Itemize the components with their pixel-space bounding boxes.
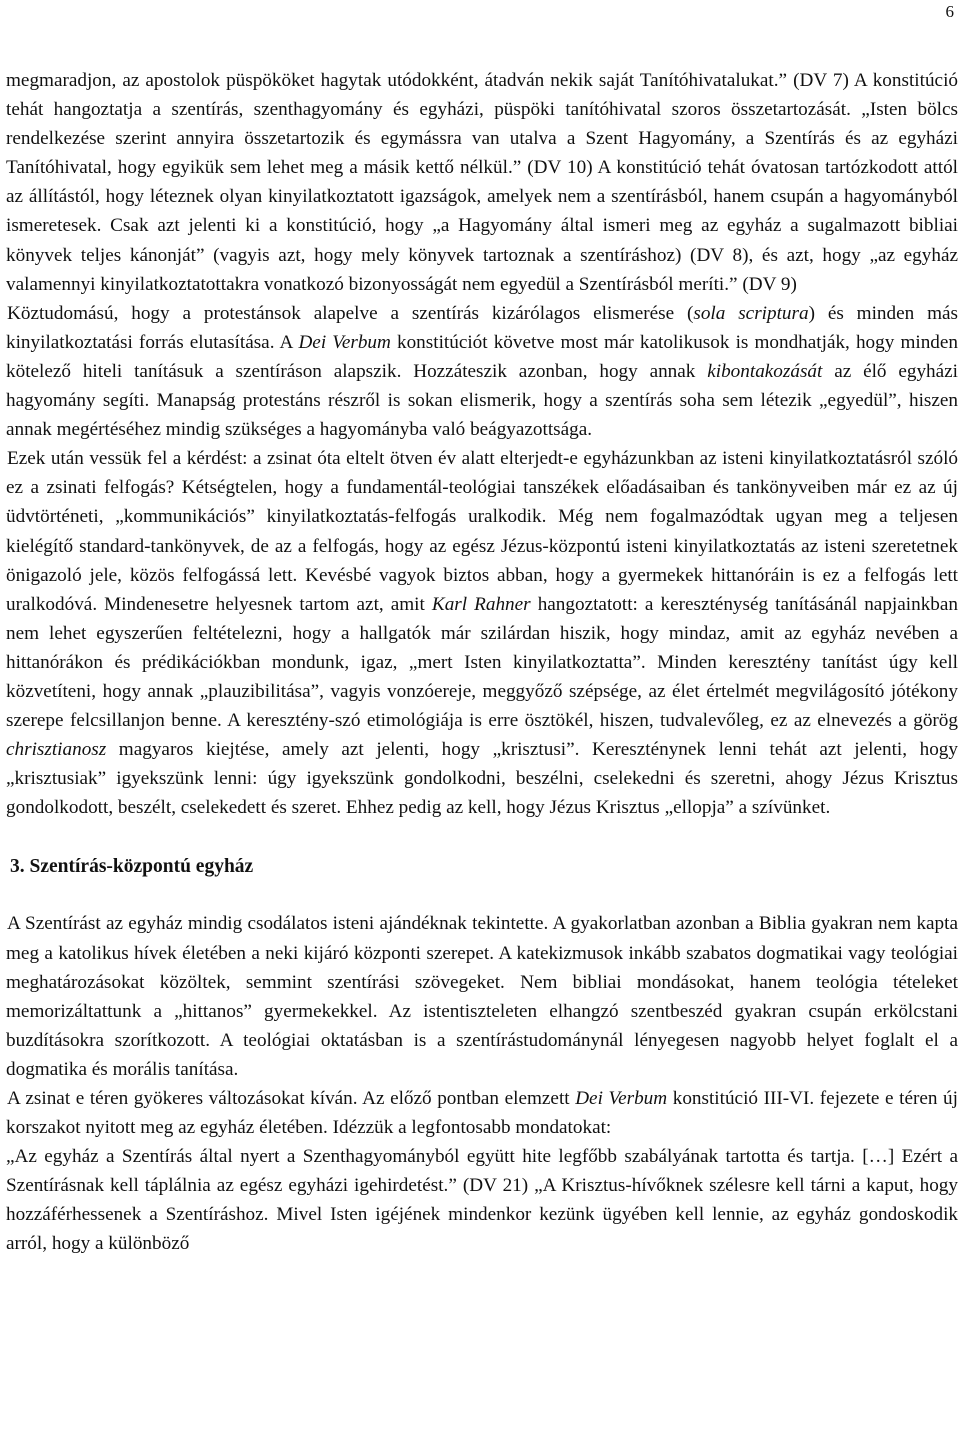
paragraph-4 <box>6 909 958 1084</box>
text-run: magyaros kiejtése, amely azt jelenti, hogy „krisztusi”. Kereszténynek lenni tehát azt jelenti, hogy „krisztusiak” igyekszünk lenni: úgy igyekszünk gondolkodni, beszélni, cselekedni és szeretni, ahogy Jézus Krisztus gondolkodott, beszélt, cselekedett és szeret. Ehhez pedig az kell, hogy Jézus Krisztus „ellopja” a szívünket. <box>6 739 958 819</box>
section-heading: 3. Szentírás-központú egyház <box>10 856 254 878</box>
italic-text: chrisztianosz <box>6 739 107 761</box>
text-run: megmaradjon, az apostolok püspököket hagytak utódokként, átadván nekik saját Tanítóhivatalukat.” (DV 7) A konstitúció tehát hangoztatja a szentírás, szenthagyomány és egyházi, püspöki tanítóhivatal szoros összetartozását. „Isten bölcs rendelkezése szerint annyira összetartozik és egymássra van utalva a Szent Hagyomány, a Szentírás és az egyházi Tanítóhivatal, hogy egyikük sem lehet meg a másik kettő nélkül.” (DV 10) A konstitúció tehát óvatosan tartózkodott attól az állítástól, hogy léteznek olyan kinyilatkoztatott igazságok, amelyek nem a szentírásból, hanem csupán a hagyományból ismeretesek. Csak azt jelenti ki a konstitúció, hogy „a Hagyomány által ismeri meg az egyház a sugalmazott bibliai könyvek teljes kánonját” (vagyis azt, hogy mely könyvek tartoznak a szentíráshoz) (DV 8), és azt, hogy „az egyház valamennyi kinyilatkoztatottakra vonatkozó bizonyosságát nem egyedül a Szentírásból meríti.” (DV 9) <box>6 70 958 295</box>
document-body <box>6 66 958 1259</box>
italic-text: Dei Verbum <box>575 1088 668 1109</box>
text-run: Köztudomású, hogy a protestánsok alapelve a szentírás kizárólagos elismerése ( <box>7 302 694 324</box>
text-run: Ezek után vessük fel a kérdést: a zsinat óta eltelt ötven év alatt elterjedt-e egyházunkban az isteni kinyilatkoztatásról szóló ez a zsinati felfogás? Kétségtelen, hogy a fundamentál-teológiai tanszékek előadásaiban és tankönyveiben már ez az új üdvtörténeti, „kommunikációs” kinyilatkoztatás-felfogás uralkodik. Még nem fogalmazódtak ugyan meg a teljesen kielégítő standard-tankönyvek, de az a felfogás, hogy az egész Jézus-központú isteni kinyilatkoztatás az isteni szeretetnek önigazoló jele, közös felfogássá lett. Kevésbé vagyok biztos abban, hogy a gyermekek hittanóráin is ez a felfogás lett uralkodóvá. Mindenesetre helyesnek tartom azt, amit <box>6 448 958 615</box>
text-run: hangoztatott: a kereszténység tanításánál napjainkban nem lehet egyszerűen feltételezni, hogy a hallgatók már szilárdan hiszik, hogy mindaz, amit az egyház nevében a hittanórákon és prédikációkban mondunk, igaz, „mert Isten kinyilatkoztatta”. Minden keresztény tanítást úgy kell közvetíteni, hogy annak „plauzibilitása”, vagyis vonzóereje, meggyőző szépsége, az élet értelmét megvilágosító jótékony szerepe felcsillanjon benne. A keresztény-szó etimológiája is erre ösztökél, hiszen, tudvalevőleg, ez az elnevezés a görög <box>6 593 958 732</box>
italic-text: kibontakozását <box>707 360 823 382</box>
page-number: 6 <box>945 2 954 21</box>
text-run: „Az egyház a Szentírás által nyert a Szenthagyományból együtt hite legfőbb szabályának tartotta és tartja. […] Ezért a Szentírásnak kell táplálnia az egész egyházi igehirdetést.” (DV 21) „A Krisztus-hívőknek szélesre kell tárni a kaput, hogy hozzáférhessenek a Szentíráshoz. Mivel Isten igéjének mindenkor kezünk ügyében kell lennie, az egyház gondoskodik arról, hogy a különböző <box>6 1146 958 1255</box>
italic-text: Dei Verbum <box>298 331 391 353</box>
italic-text: sola scriptura <box>693 302 809 324</box>
paragraph-1 <box>6 66 958 299</box>
text-run: konstitúció III-VI. fejezete e téren új korszakot nyitott meg az egyház életében. Idézzük a legfontosabb mondatokat: <box>6 1088 958 1139</box>
text-run: A zsinat e téren gyökeres változásokat kíván. Az előző pontban elemzett <box>7 1088 576 1109</box>
text-run: A Szentírást az egyház mindig csodálatos isteni ajándéknak tekintette. A gyakorlatban azonban a Biblia gyakran nem kapta meg a katolikus hívek életében a neki kijáró központi szerepet. A katekizmusok inkább szabatos dogmatikai vagy teológiai meghatározásokat közöltek, semmint szentírási szövegeket. Nem bibliai mondásokat, hanem teológia tételeket memorizáltattunk a „hittanos” gyermekekkel. Az istentiszteleten elhangzó szentbeszéd gyakran csupán erkölcstani buzdításokra szorítkozott. A teológiai oktatásban is a szentírástudománynál lényegesen nagyobb helyet foglalt el a dogmatika és morális tanítása. <box>6 913 958 1080</box>
paragraph-5 <box>6 1084 958 1142</box>
text-run: az élő egyházi hagyomány segíti. Manapság protestáns részről is sokan elismerik, hogy a szentírás soha sem létezik „egyedül”, hiszen annak megértéséhez mindig szükséges a hagyományba való beágyazottsága. <box>6 360 959 441</box>
quotation-paragraph <box>6 1142 958 1258</box>
italic-text: Karl Rahner <box>431 593 531 615</box>
text-run: ) és minden más kinyilatkoztatási forrás elutasítása. A <box>6 302 958 353</box>
text-run: konstitúciót követve most már katolikusok is mondhatják, hogy minden kötelező hiteli tanításuk a szentíráson alapszik. Hozzáteszik azonban, hogy annak <box>6 331 958 382</box>
paragraph-3 <box>6 444 958 822</box>
paragraph-2 <box>6 299 958 444</box>
